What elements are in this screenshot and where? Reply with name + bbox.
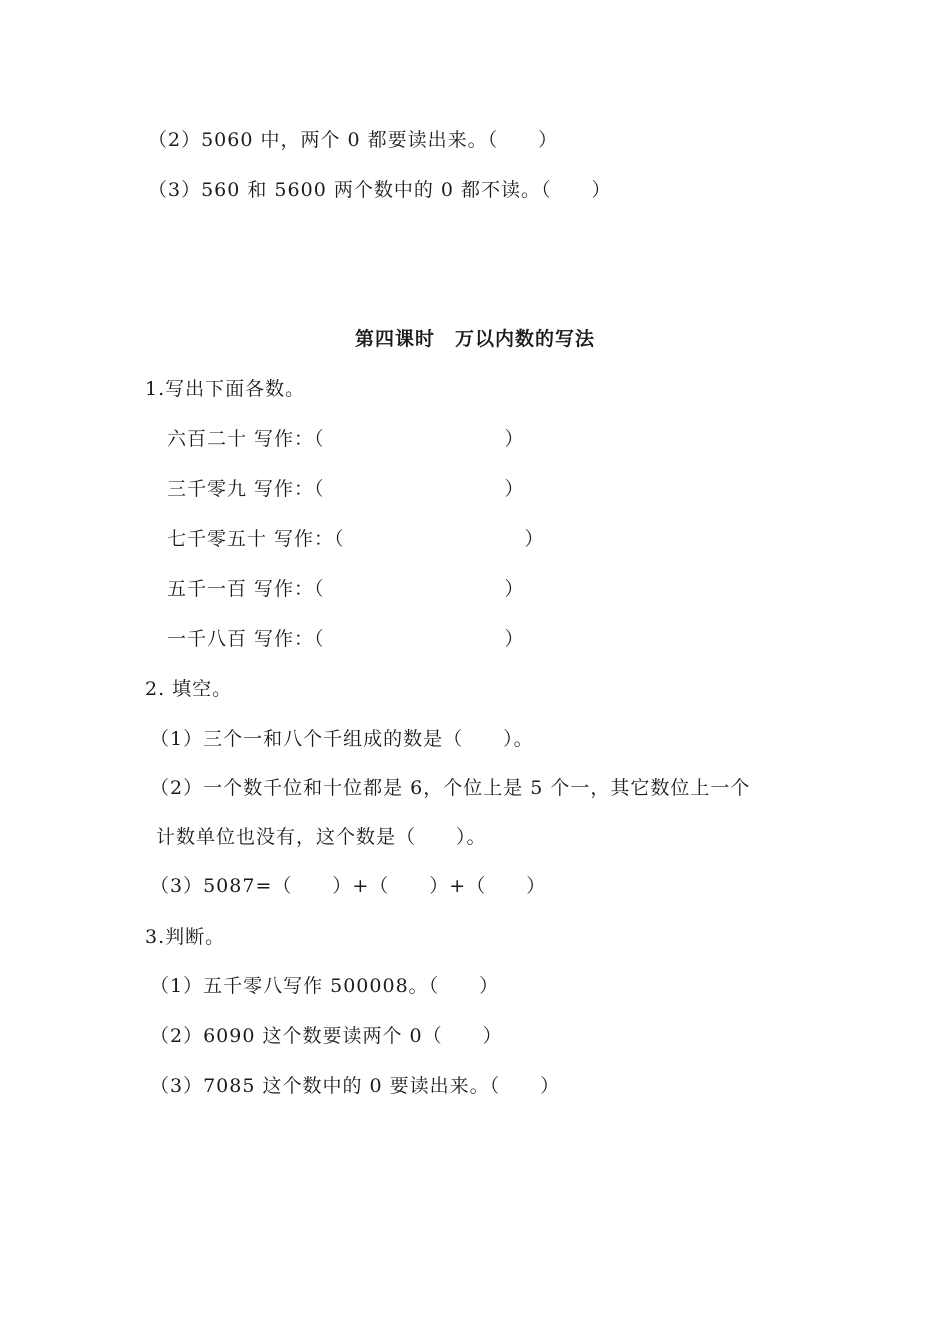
q2-item-1: （1）三个一和八个千组成的数是（ ）。 xyxy=(150,728,534,750)
q1-item-3: 七千零五十 写作：（ ） xyxy=(167,528,545,550)
q3-item-1: （1）五千零八写作 500008。（ ） xyxy=(150,975,500,997)
q1-item-4: 五千一百 写作：（ ） xyxy=(167,578,525,600)
q2-item-3: （3）5087=（ ）+（ ）+（ ） xyxy=(150,875,547,897)
q3-item-3: （3）7085 这个数中的 0 要读出来。（ ） xyxy=(150,1075,561,1097)
prev-judgement-item-2: （2）5060 中，两个 0 都要读出来。（ ） xyxy=(148,129,559,151)
q3-heading: 3.判断。 xyxy=(145,926,226,948)
q1-item-2: 三千零九 写作：（ ） xyxy=(167,478,525,500)
q1-heading: 1.写出下面各数。 xyxy=(145,378,306,400)
q1-item-5: 一千八百 写作：（ ） xyxy=(167,628,525,650)
q2-item-2-continued: 计数单位也没有，这个数是（ ）。 xyxy=(156,826,487,848)
q1-item-1: 六百二十 写作：（ ） xyxy=(167,428,525,450)
q2-item-2: （2）一个数千位和十位都是 6，个位上是 5 个一，其它数位上一个 xyxy=(150,777,751,799)
q2-heading: 2. 填空。 xyxy=(145,678,233,700)
q3-item-2: （2）6090 这个数要读两个 0（ ） xyxy=(150,1025,503,1047)
prev-judgement-item-3: （3）560 和 5600 两个数中的 0 都不读。（ ） xyxy=(148,179,612,201)
lesson-title: 第四课时 万以内数的写法 xyxy=(354,328,595,350)
